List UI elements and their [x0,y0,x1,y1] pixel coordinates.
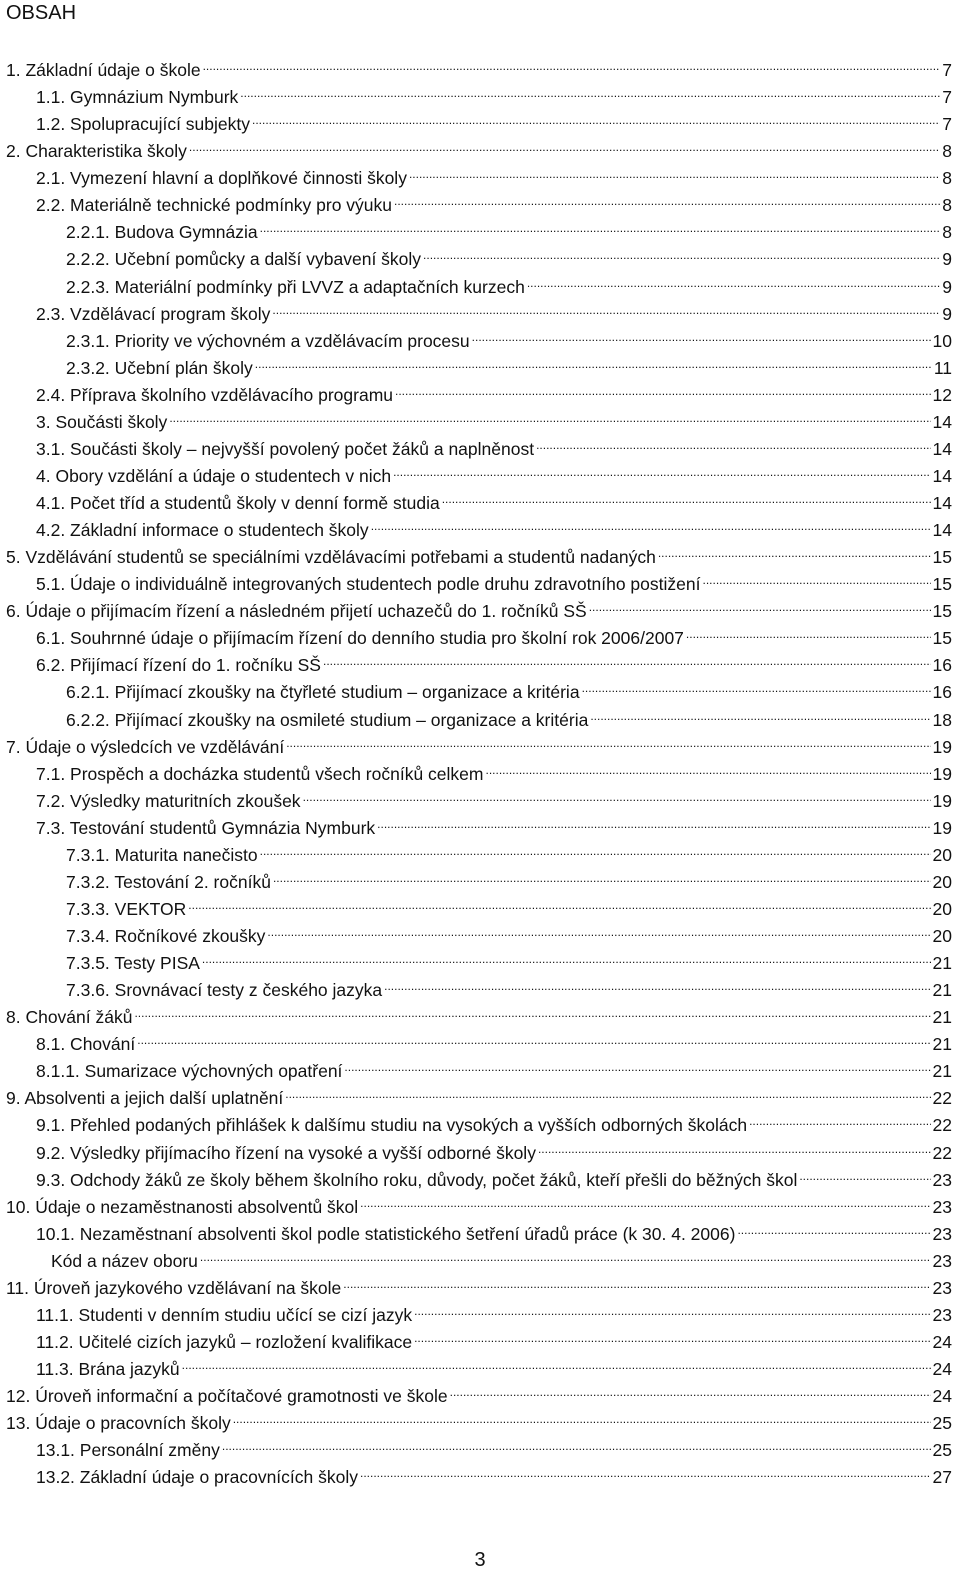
toc-entry-label: 5. Vzdělávání studentů se speciálními vzdělávacími potřebami a studentů nadaných [6,547,656,568]
toc-entry-label: 10. Údaje o nezaměstnanosti absolventů škol [6,1196,359,1217]
toc-entry[interactable] [0,644,952,676]
toc-entry-label: 1.1. Gymnázium Nymburk [36,87,239,108]
toc-entry-label: 13.1. Personální změny [36,1440,220,1461]
toc-entry-page: 20 [932,871,952,892]
toc-entry-label: 6. Údaje o přijímacím řízení a následném přijetí uchazečů do 1. ročníků SŠ [6,601,587,622]
toc-entry-page: 21 [932,1034,952,1055]
toc-entry[interactable] [0,320,952,351]
toc-entry-label: 8.1.1. Sumarizace výchovných opatření [36,1061,343,1082]
toc-entry-page: 19 [932,736,952,757]
toc-entry-label: 9.2. Výsledky přijímacího řízení na vysoké a vyšší odborné školy [36,1142,536,1163]
toc-entry-label: 4. Obory vzdělání a údaje o studentech v nich [36,465,392,486]
toc-dot-leader [414,1321,930,1348]
toc-dot-leader [590,699,930,726]
toc-entry[interactable] [0,49,952,80]
toc-entry-label: 7.3. Testování studentů Gymnázia Nymburk [36,817,376,838]
toc-entry-label: 6.2. Přijímací řízení do 1. ročníku SŠ [36,655,321,676]
toc-entry-label: 7.3.5. Testy PISA [66,953,200,974]
toc-entry-page: 24 [932,1386,952,1407]
toc-entry[interactable] [0,455,952,486]
toc-entry-page: 11 [933,357,952,378]
toc-entry[interactable] [0,238,952,270]
toc-entry[interactable] [0,1456,952,1488]
toc-entry-page: 19 [932,817,952,838]
toc-entry-label: 7.2. Výsledky maturitních zkoušek [36,790,301,811]
toc-dot-leader [409,157,940,184]
toc-entry-label: Kód a název oboru [51,1250,198,1271]
toc-entry[interactable] [0,915,952,946]
toc-entry-label: 11.3. Brána jazyků [36,1359,180,1379]
toc-entry-page: 9 [942,303,952,324]
toc-dot-leader [799,1159,930,1186]
toc-entry[interactable] [0,969,952,1001]
toc-entry[interactable] [0,726,952,757]
toc-dot-leader [442,482,931,509]
toc-dot-leader [286,726,930,753]
toc-entry-label: 3.1. Součásti školy – nejvyšší povolený počet žáků a naplněnost [36,438,535,459]
toc-dot-leader [536,428,930,455]
page-number: 3 [474,1549,486,1571]
toc-entry[interactable] [0,1186,952,1217]
toc-dot-leader [267,915,930,942]
toc-entry[interactable] [0,1348,952,1379]
toc-entry-page: 20 [932,898,952,919]
toc-entry[interactable] [0,1429,952,1461]
toc-dot-leader [395,374,931,401]
toc-dot-leader [538,1132,931,1159]
toc-entry-page: 19 [932,763,952,784]
toc-entry[interactable] [0,266,952,297]
toc-dot-leader [582,671,931,698]
toc-entry-page: 12 [932,384,952,405]
toc-entry-label: 9.1. Přehled podaných přihlášek k dalšímu studiu na vysokých a vyšších odborných školách [36,1115,748,1136]
toc-entry-label: 7.3.3. VEKTOR [66,898,187,919]
toc-dot-leader [343,1267,930,1294]
toc-dot-leader [377,807,930,834]
toc-entry-page: 24 [932,1331,952,1352]
toc-entry-label: 3. Součásti školy [36,411,168,432]
toc-entry-page: 10 [932,330,952,351]
toc-dot-leader [134,996,930,1023]
toc-dot-leader [450,1375,931,1402]
toc-dot-leader [702,563,930,590]
toc-entry-page: 8 [942,195,952,216]
toc-entry-page: 15 [932,574,952,595]
toc-dot-leader [423,238,940,265]
toc-entry-label: 2.3.2. Učební plán školy [66,357,253,378]
toc-entry[interactable] [0,1132,952,1163]
toc-entry[interactable] [0,509,952,541]
toc-entry[interactable] [0,76,952,108]
document-title: OBSAH [6,2,77,24]
toc-entry-page: 23 [932,1196,952,1217]
toc-dot-leader [222,1429,931,1456]
toc-entry[interactable] [0,1159,952,1190]
toc-dot-leader [749,1104,930,1131]
toc-entry[interactable] [0,834,952,865]
toc-entry[interactable] [0,753,952,784]
toc-entry-page: 15 [932,547,952,568]
toc-entry-page: 25 [932,1440,952,1461]
toc-entry-label: 2.2. Materiálně technické podmínky pro výuku [36,195,393,216]
toc-entry[interactable] [0,590,952,622]
toc-entry-page: 23 [932,1169,952,1190]
toc-entry-label: 7.3.2. Testování 2. ročníků [66,871,271,892]
toc-dot-leader [188,888,930,915]
toc-dot-leader [384,969,930,996]
toc-entry-label: 4.1. Počet tříd a studentů školy v denní formě studia [36,493,440,513]
toc-entry-label: 7.3.1. Maturita nanečisto [66,844,258,865]
toc-dot-leader [137,1023,930,1050]
toc-entry[interactable] [0,184,952,216]
toc-entry-page: 23 [932,1223,952,1244]
toc-entry[interactable] [0,1267,952,1298]
toc-entry[interactable] [0,563,952,595]
toc-entry-page: 21 [932,1061,952,1082]
toc-entry[interactable] [0,482,952,513]
toc-entry-label: 5.1. Údaje o individuálně integrovaných studentech podle druhu zdravotního postižení [36,574,701,595]
toc-dot-leader [202,942,931,969]
toc-dot-leader [260,834,931,861]
toc-entry[interactable] [0,888,952,919]
toc-entry-page: 16 [932,682,952,703]
toc-entry-label: 13.2. Základní údaje o pracovnících školy [36,1467,358,1488]
toc-dot-leader [360,1456,931,1483]
toc-entry[interactable] [0,1321,952,1352]
toc-dot-leader [233,1402,931,1429]
toc-entry[interactable] [0,401,952,432]
toc-dot-leader [240,76,940,103]
toc-entry[interactable] [0,103,952,135]
toc-entry-page: 23 [932,1304,952,1325]
toc-entry-label: 9. Absolventi a jejich další uplatnění [6,1088,284,1109]
toc-entry-page: 14 [932,411,952,432]
toc-entry-page: 23 [932,1250,952,1271]
toc-entry-label: 7.1. Prospěch a docházka studentů všech ročníků celkem [36,763,484,784]
toc-entry-label: 13. Údaje o pracovních školy [6,1413,231,1434]
toc-entry-page: 9 [942,276,952,297]
toc-entry-page: 14 [932,438,952,459]
toc-entry[interactable] [0,1375,952,1407]
table-of-contents [0,49,960,1488]
toc-entry-label: 2.2.2. Učební pomůcky a další vybavení školy [66,249,422,270]
toc-dot-leader [394,184,940,211]
toc-entry-label: 2.2.3. Materiální podmínky při LVVZ a adaptačních kurzech [66,276,525,297]
toc-entry-page: 7 [942,87,952,108]
toc-entry-label: 9.3. Odchody žáků ze školy během školního roku, důvody, počet žáků, kteří přešli do běžných škol [36,1169,798,1190]
toc-entry[interactable] [0,536,952,568]
toc-entry-page: 22 [932,1142,952,1163]
toc-entry-page: 25 [932,1413,952,1434]
toc-dot-leader [589,590,931,617]
toc-entry-page: 18 [932,709,952,730]
toc-entry-label: 7.3.4. Ročníkové zkoušky [66,926,266,946]
toc-entry-page: 21 [932,953,952,974]
toc-dot-leader [686,617,931,644]
toc-entry-label: 2. Charakteristika školy [6,141,187,162]
toc-entry-label: 12. Úroveň informační a počítačové gramotnosti ve škole [6,1386,448,1407]
toc-entry[interactable] [0,347,952,378]
toc-entry-label: 6.2.2. Přijímací zkoušky na osmileté studium – organizace a kritéria [66,709,589,730]
toc-entry-label: 10.1. Nezaměstnaní absolventi škol podle statistického šetření úřadů práce (k 30. 4. 2006) [36,1223,736,1244]
toc-entry[interactable] [0,861,952,892]
toc-entry[interactable] [0,1213,952,1244]
toc-entry-label: 8. Chování žáků [6,1007,133,1028]
toc-dot-leader [169,401,930,428]
toc-entry[interactable] [0,130,952,162]
toc-dot-leader [303,780,931,807]
toc-entry-page: 14 [932,520,952,541]
toc-entry-page: 22 [932,1088,952,1109]
toc-entry[interactable] [0,996,952,1028]
toc-entry-page: 14 [932,493,952,513]
toc-entry-page: 24 [932,1359,952,1379]
toc-entry-label: 7. Údaje o výsledcích ve vzdělávání [6,736,285,757]
toc-entry-page: 7 [942,60,952,80]
toc-entry[interactable] [0,1240,952,1271]
toc-entry-label: 2.4. Příprava školního vzdělávacího programu [36,384,393,405]
toc-entry[interactable] [0,671,952,703]
toc-entry-page: 20 [932,844,952,865]
toc-entry-label: 7.3.6. Srovnávací testy z českého jazyka [66,980,383,1001]
toc-entry[interactable] [0,293,952,324]
toc-dot-leader [252,103,940,130]
toc-entry-label: 2.3. Vzdělávací program školy [36,303,271,324]
toc-entry[interactable] [0,1077,952,1109]
toc-dot-leader [527,266,940,293]
toc-dot-leader [658,536,931,563]
toc-dot-leader [285,1077,930,1104]
toc-entry-page: 22 [932,1115,952,1136]
toc-dot-leader [485,753,930,780]
toc-entry-label: 4.2. Základní informace o studentech školy [36,520,369,541]
toc-entry-label: 11.2. Učitelé cizích jazyků – rozložení kvalifikace [36,1331,413,1352]
toc-dot-leader [189,130,940,157]
toc-dot-leader [272,293,940,320]
toc-dot-leader [273,861,931,888]
toc-entry-page: 15 [932,628,952,649]
toc-entry[interactable] [0,780,952,811]
toc-entry[interactable] [0,1294,952,1325]
toc-entry-page: 8 [942,168,952,189]
toc-entry[interactable] [0,807,952,838]
toc-dot-leader [200,1240,931,1267]
toc-entry-label: 2.3.1. Priority ve výchovném a vzdělávacím procesu [66,330,470,351]
toc-dot-leader [203,49,941,76]
toc-entry[interactable] [0,942,952,974]
toc-entry-label: 11. Úroveň jazykového vzdělávaní na škole [6,1277,342,1298]
toc-entry-label: 2.2.1. Budova Gymnázia [66,222,258,243]
toc-entry-page: 20 [932,926,952,946]
toc-entry[interactable] [0,157,952,189]
toc-dot-leader [260,211,941,238]
toc-entry-page: 9 [942,249,952,270]
toc-entry[interactable] [0,699,952,730]
toc-entry-label: 6.2.1. Přijímací zkoušky na čtyřleté studium – organizace a kritéria [66,682,580,703]
toc-entry-page: 16 [932,655,952,676]
toc-dot-leader [737,1213,930,1240]
toc-entry[interactable] [0,1050,952,1082]
toc-entry-label: 1.2. Spolupracující subjekty [36,114,251,135]
toc-entry-label: 6.1. Souhrnné údaje o přijímacím řízení do denního studia pro školní rok 2006/2007 [36,628,684,649]
toc-entry-page: 8 [942,141,952,162]
toc-dot-leader [182,1348,931,1375]
toc-entry-label: 2.1. Vymezení hlavní a doplňkové činnosti školy [36,168,407,189]
toc-dot-leader [344,1050,930,1077]
toc-entry[interactable] [0,374,952,405]
toc-dot-leader [255,347,932,374]
toc-entry-page: 21 [932,1007,952,1028]
toc-entry[interactable] [0,211,952,243]
toc-dot-leader [360,1186,930,1213]
toc-entry-page: 14 [932,465,952,486]
toc-entry-page: 21 [932,980,952,1001]
toc-entry-page: 8 [942,222,952,243]
toc-entry-page: 23 [932,1277,952,1298]
toc-dot-leader [323,644,931,671]
toc-entry[interactable] [0,617,952,649]
toc-entry[interactable] [0,1104,952,1136]
toc-entry-page: 15 [932,601,952,622]
toc-dot-leader [472,320,931,347]
toc-entry[interactable] [0,1402,952,1434]
toc-entry-page: 7 [942,114,952,135]
toc-entry-page: 27 [932,1467,952,1488]
toc-entry-label: 11.1. Studenti v denním studiu učící se cizí jazyk [36,1304,413,1325]
toc-entry[interactable] [0,428,952,459]
toc-entry-label: 8.1. Chování [36,1034,136,1055]
toc-dot-leader [371,509,931,536]
toc-dot-leader [414,1294,930,1321]
toc-entry-label: 1. Základní údaje o škole [6,60,201,80]
toc-dot-leader [393,455,930,482]
toc-entry-page: 19 [932,790,952,811]
toc-entry[interactable] [0,1023,952,1055]
